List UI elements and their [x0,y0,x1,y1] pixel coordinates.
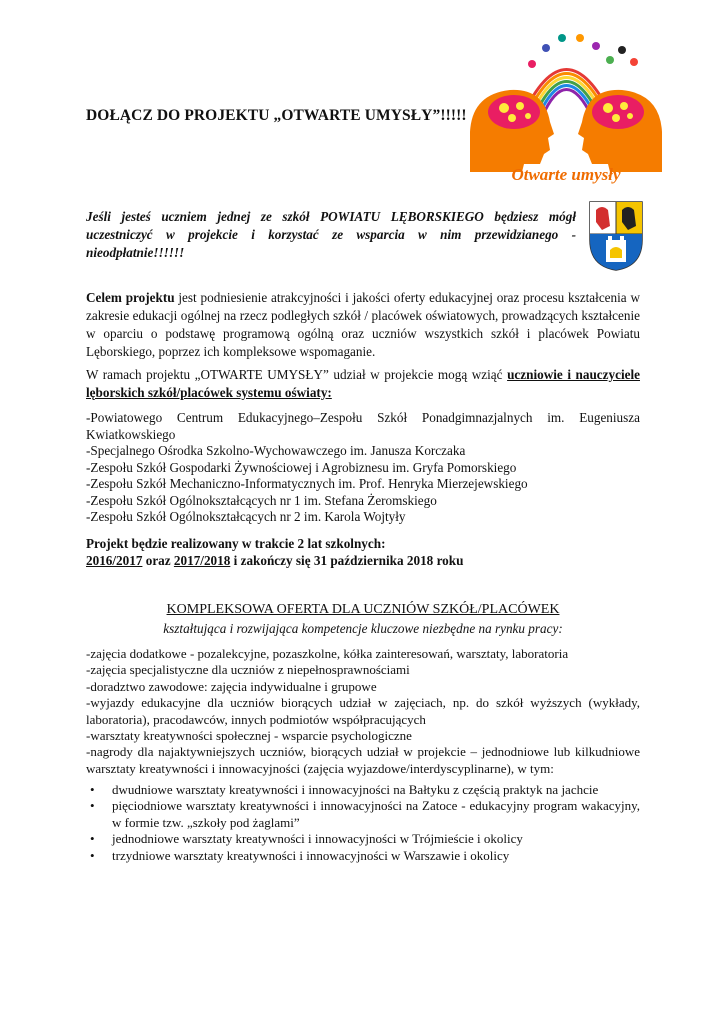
project-goal-paragraph [86,289,640,361]
school-year-2: 2017/2018 [173,553,231,568]
bullet-icon: • [90,831,95,847]
goal-lead: Celem projektu [86,290,175,305]
offer-list [86,646,640,777]
bullet-item [86,782,640,798]
bullet-text: dwudniowe warsztaty kreatywności i innowacyjności na Bałtyku z częścią praktyk na jachcie [112,782,599,797]
bullet-item [86,848,640,864]
project-duration [86,535,640,569]
school-item: -Zespołu Szkół Gospodarki Żywnościowej i Agrobiznesu im. Gryfa Pomorskiego [86,459,517,475]
otwarte-umysly-logo [462,22,670,188]
participants-text: W ramach projektu „OTWARTE UMYSŁY” udział w projekcie mogą wziąć [86,367,508,382]
project-end: i zakończy się 31 października 2018 roku [230,553,464,568]
bullet-icon: • [90,847,95,863]
schools-list [86,410,640,526]
school-item: -Specjalnego Ośrodka Szkolno-Wychowawczego im. Janusza Korczaka [86,443,466,458]
school-item: -Zespołu Szkół Mechaniczno-Informatycznych im. Prof. Henryka Mierzejewskiego [86,476,528,491]
offer-subtitle: kształtująca i rozwijająca kompetencje kluczowe niezbędne na rynku pracy: [163,621,563,636]
bullet-item [86,831,640,847]
page-headline: DOŁĄCZ DO PROJEKTU „OTWARTE UMYSŁY”!!!!! [86,107,467,124]
project-and: oraz [142,553,174,568]
logo-text: Otwarte umysły [511,165,621,184]
bullet-text: trzydniowe warsztaty kreatywności i innowacyjności w Warszawie i okolicy [112,847,510,863]
bullet-text: jednodniowe warsztaty kreatywności i innowacyjności w Trójmieście i okolicy [112,831,523,847]
school-item: -Zespołu Szkół Ogólnokształcących nr 2 im. Karola Wojtyły [86,509,406,524]
offer-item: -zajęcia specjalistyczne dla uczniów z niepełnosprawnościami [86,662,410,678]
school-year-1: 2016/2017 [86,553,143,568]
project-line-1: Projekt będzie realizowany w trakcie 2 lat szkolnych: [86,536,386,551]
offer-item: -zajęcia dodatkowe - pozalekcyjne, pozaszkolne, kółka zainteresowań, warsztaty, laboratoria [86,646,569,661]
crest-icon [588,200,644,272]
project-line-2 [86,552,640,569]
offer-item: -nagrody dla najaktywniejszych uczniów, biorących udział w projekcie – jednodniowe lub kilkudniowe warsztaty kreatywności i innowacyjności (zajęcia wyjazdowe/interdyscyplinarne), w tym: [86,744,640,776]
school-item: -Powiatowego Centrum Edukacyjnego–Zespołu Szkół Ponadgimnazjalnych im. Eugeniusza Kwiatkowskiego [86,410,640,442]
participants-emphasis: uczniowie i nauczyciele lęborskich szkół/placówek systemu oświaty: [86,367,640,400]
offer-item: -warsztaty kreatywności społecznej - wsparcie psychologiczne [86,728,412,744]
bullet-text: pięciodniowe warsztaty kreatywności i innowacyjności na Zatoce - edukacyjny program wakacyjny, w formie tzw. „szkoły pod żaglami” [112,798,640,830]
school-item: -Zespołu Szkół Ogólnokształcących nr 1 im. Stefana Żeromskiego [86,492,437,508]
bullet-item [86,798,640,831]
offer-title: KOMPLEKSOWA OFERTA DLA UCZNIÓW SZKÓŁ/PLACÓWEK [166,602,560,617]
bullet-icon: • [90,798,95,814]
offer-item: -wyjazdy edukacyjne dla uczniów biorących udział w zajęciach, np. do szkół wyższych (wykłady, laboratoria), pracodawców, innych podmiotów współpracujących [86,695,640,727]
offer-item: -doradztwo zawodowe: zajęcia indywidualne i grupowe [86,678,377,694]
intro-text: Jeśli jesteś uczniem jednej ze szkół POWIATU LĘBORSKIEGO będziesz mógł uczestniczyć w projekcie i korzystać ze wsparcia w nim przewidzianego - nieodpłatnie!!!!!! [86,209,576,260]
participants-paragraph [86,366,640,402]
bullet-icon: • [90,782,95,797]
workshop-bullets [86,782,640,864]
goal-text: jest podniesienie atrakcyjności i jakości oferty edukacyjnej oraz procesu kształcenia w zakresie edukacji ogólnej na rzecz podległych szkół / placówek oświatowych, prowadzących kształcenie w oparciu o podstawę programową ogólną oraz uczniów wszystkich szkół i placówek Powiatu Lęborskiego, poprzez ich kompleksowe wspomaganie. [86,290,640,359]
